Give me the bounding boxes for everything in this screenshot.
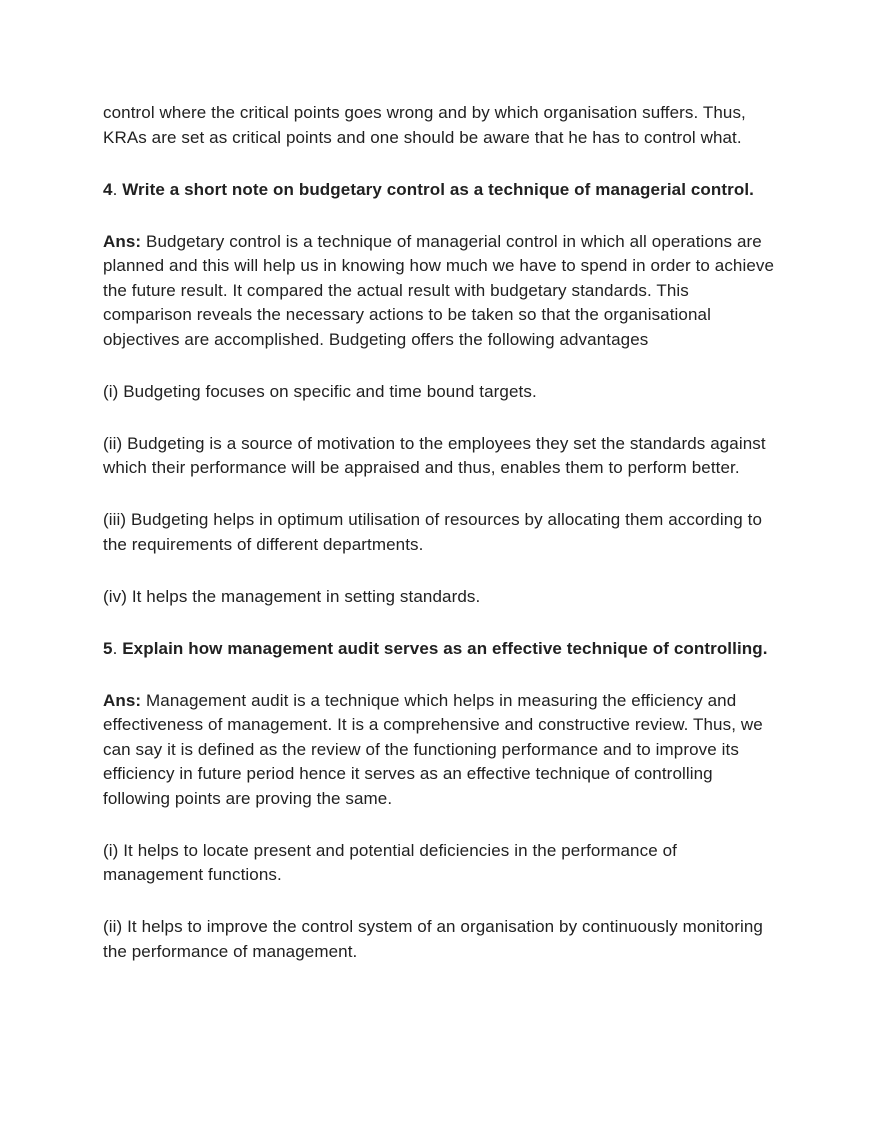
paragraph: (i) It helps to locate present and potential deficiencies in the performance of management functions. [103, 840, 677, 884]
answer-label: Ans: [103, 690, 142, 710]
question-title: Write a short note on budgetary control as a technique of managerial control. [122, 179, 754, 199]
question-number: 4 [103, 179, 113, 199]
question-number: 5 [103, 638, 113, 658]
paragraph: (ii) It helps to improve the control system of an organisation by continuously monitoring the performance of management. [103, 917, 763, 961]
document-blocks [103, 101, 780, 964]
question-heading [103, 637, 780, 662]
question-heading [103, 178, 780, 203]
answer-text: Management audit is a technique which helps in measuring the efficiency and effectiveness of management. It is a comprehensive and constructive review. Thus, we can say it is defined as the review of the functioning performance and to improve its efficiency in future period hence it serves as an effective technique of controlling following points are proving the same. [103, 690, 763, 808]
question-separator: . [112, 638, 123, 658]
paragraph: (iv) It helps the management in setting standards. [103, 586, 481, 606]
paragraph: (ii) Budgeting is a source of motivation to the employees they set the standards against which their performance will be appraised and thus, enables them to perform better. [103, 433, 766, 477]
paragraph: (i) Budgeting focuses on specific and time bound targets. [103, 381, 537, 401]
answer-paragraph [103, 689, 780, 812]
paragraph: control where the critical points goes wrong and by which organisation suffers. Thus, KRAs are set as critical points and one should be aware that he has to control what. [103, 103, 746, 147]
question-title: Explain how management audit serves as an effective technique of controlling. [122, 638, 768, 658]
answer-paragraph [103, 230, 780, 353]
question-separator: . [112, 179, 123, 199]
answer-label: Ans: [103, 231, 142, 251]
answer-text: Budgetary control is a technique of managerial control in which all operations are planned and this will help us in knowing how much we have to spend in order to achieve the future result. It compared the actual result with budgetary standards. This comparison reveals the necessary actions to be taken so that the organisational objectives are accomplished. Budgeting offers the following advantages [103, 231, 775, 349]
paragraph: (iii) Budgeting helps in optimum utilisation of resources by allocating them according to the requirements of different departments. [103, 510, 763, 554]
